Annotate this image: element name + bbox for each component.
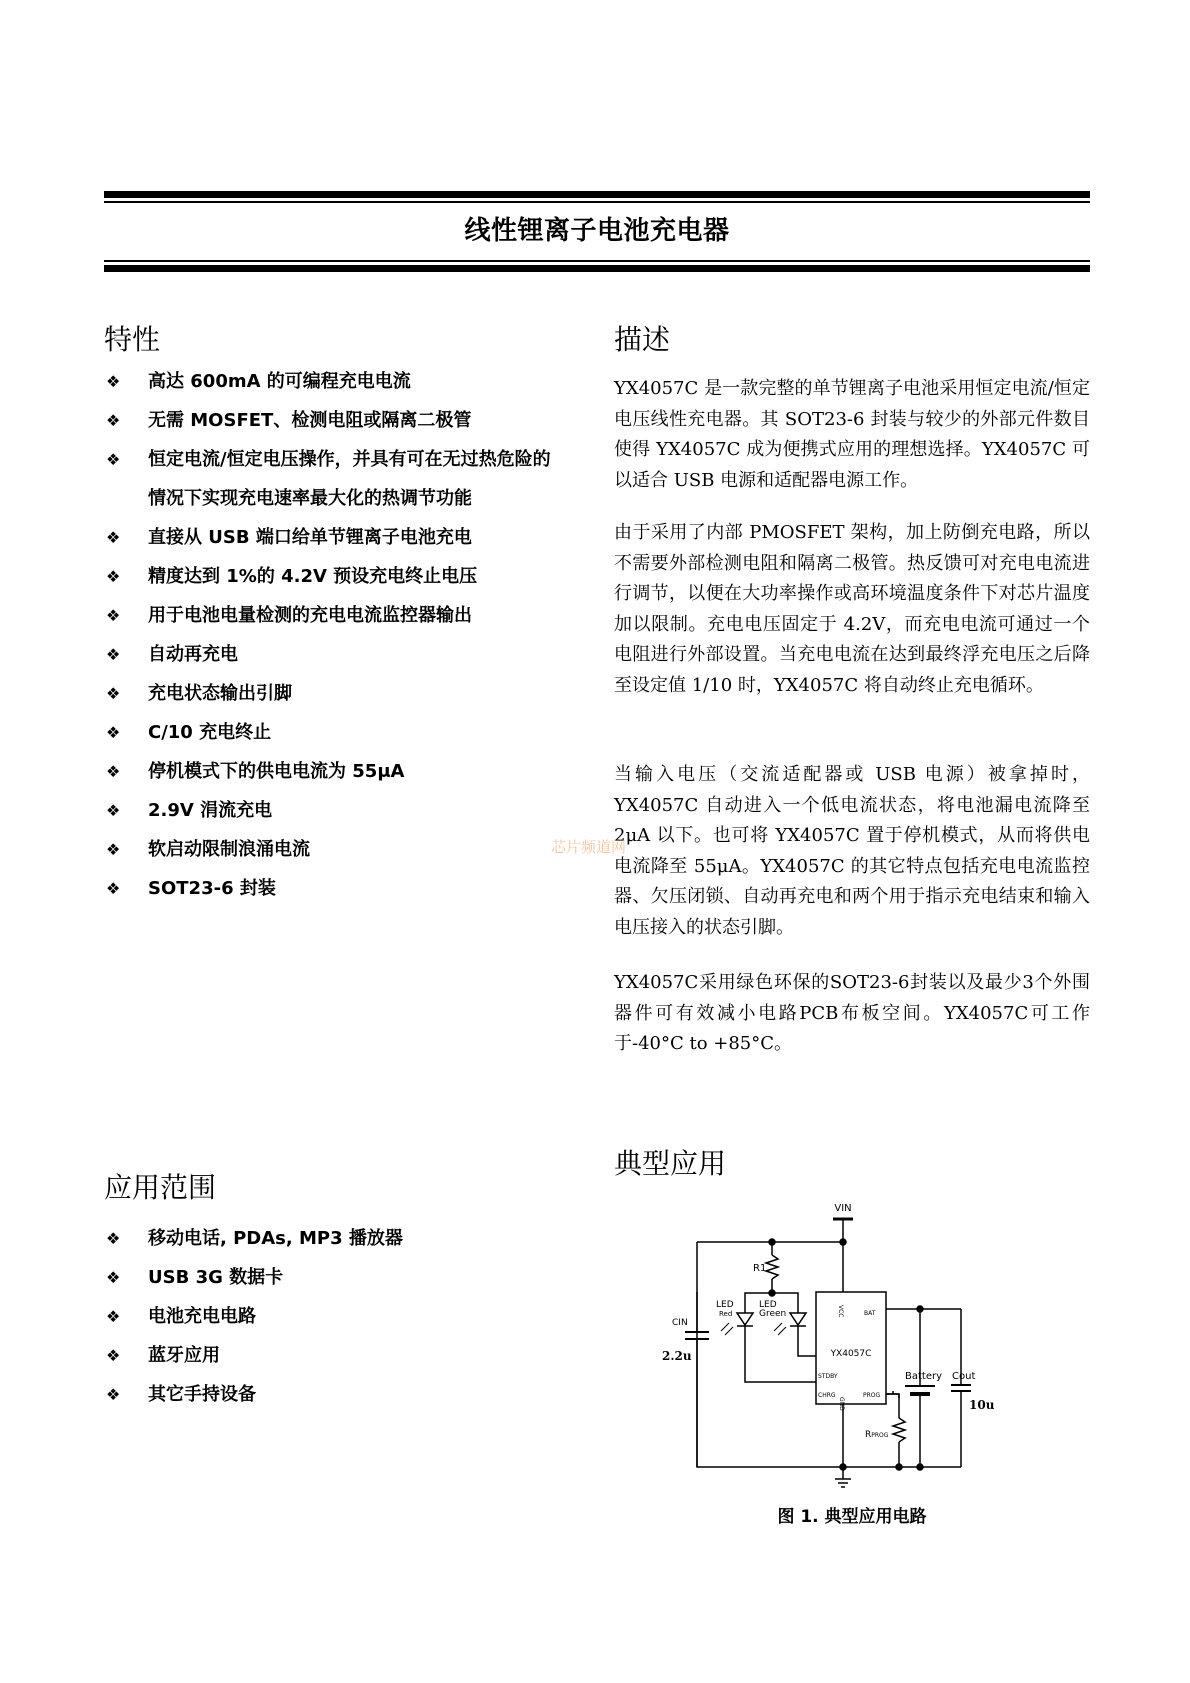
header-rule-thick bbox=[104, 191, 1090, 198]
bullet-icon: ❖ bbox=[106, 723, 121, 742]
feature-item bbox=[104, 752, 551, 791]
junction-dot bbox=[917, 1464, 923, 1470]
vin-label: VIN bbox=[834, 1203, 852, 1214]
feature-item-text: 充电状态输出引脚 bbox=[148, 683, 292, 704]
led-green-color: Green bbox=[759, 1309, 787, 1319]
pin-vcc-label: VCC bbox=[837, 1305, 844, 1318]
application-item-text: 移动电话, PDAs, MP3 播放器 bbox=[148, 1228, 403, 1249]
description-paragraph: YX4057C 是一款完整的单节锂离子电池采用恒定电流/恒定电压线性充电器。其 SOT23-6 封装与较少的外部元件数目使得 YX4057C 成为便携式应用的理想选择。YX4057C 可以适合 USB 电源和适配器电源工作。 bbox=[614, 378, 1090, 491]
feature-item bbox=[104, 830, 551, 869]
features-list bbox=[104, 362, 551, 908]
bullet-icon: ❖ bbox=[106, 450, 121, 469]
ic-name-label: YX4057C bbox=[830, 1349, 872, 1359]
feature-item bbox=[104, 713, 551, 752]
feature-item-text: SOT23-6 封装 bbox=[148, 878, 276, 899]
bullet-icon: ❖ bbox=[106, 1229, 121, 1248]
feature-item-text: 用于电池电量检测的充电电流监控器输出 bbox=[148, 605, 472, 626]
r1-label: R1 bbox=[753, 1263, 767, 1274]
application-item bbox=[104, 1375, 403, 1414]
description-paragraph: YX4057C采用绿色环保的SOT23-6封装以及最少3个外围器件可有效减小电路PCB布板空间。YX4057C可工作于-40°C to +85°C。 bbox=[614, 972, 1090, 1054]
battery-label: Battery bbox=[905, 1371, 943, 1382]
junction-dot bbox=[840, 1464, 846, 1470]
bullet-icon: ❖ bbox=[106, 840, 121, 859]
figure-caption: 图 1. 典型应用电路 bbox=[777, 1507, 927, 1527]
feature-item-text: C/10 充电终止 bbox=[148, 722, 272, 743]
description-heading: 描述 bbox=[614, 323, 671, 356]
feature-item bbox=[104, 401, 551, 440]
feature-item-text: 停机模式下的供电电流为 55μA bbox=[148, 761, 405, 782]
application-item bbox=[104, 1297, 403, 1336]
r1-resistor bbox=[766, 1255, 778, 1279]
bullet-icon: ❖ bbox=[106, 762, 121, 781]
bullet-icon: ❖ bbox=[106, 567, 121, 586]
feature-item bbox=[104, 362, 551, 401]
watermark-text: 芯片频道网 bbox=[551, 838, 627, 856]
application-item bbox=[104, 1258, 403, 1297]
pin-gnd-label: GND bbox=[838, 1397, 845, 1411]
bullet-icon: ❖ bbox=[106, 411, 121, 430]
junction-dot bbox=[896, 1464, 902, 1470]
feature-item-text: 直接从 USB 端口给单节锂离子电池充电 bbox=[148, 527, 472, 548]
bullet-icon: ❖ bbox=[106, 528, 121, 547]
bullet-icon: ❖ bbox=[106, 606, 121, 625]
application-item-text: 其它手持设备 bbox=[148, 1384, 256, 1405]
typical-application-heading: 典型应用 bbox=[614, 1147, 727, 1180]
feature-item-continuation: 情况下实现充电速率最大化的热调节功能 bbox=[148, 488, 472, 509]
led-red-diode bbox=[737, 1313, 753, 1325]
description-paragraph: 由于采用了内部 PMOSFET 架构，加上防倒充电路，所以不需要外部检测电阻和隔离二极管。热反馈可对充电电流进行调节，以便在大功率操作或高环境温度条件下对芯片温度加以限制。充电电压固定于 4.2V，而充电电流可通过一个电阻进行外部设置。当充电电流在达到最终浮充电压之后降至设定值 1/10 时，YX4057C 将自动终止充电循环。 bbox=[614, 522, 1090, 696]
header-rule-thin bbox=[104, 201, 1090, 203]
document-title: 线性锂离子电池充电器 bbox=[464, 216, 730, 246]
ic-yx4057c bbox=[816, 1292, 886, 1404]
feature-item bbox=[104, 635, 551, 674]
bullet-icon: ❖ bbox=[106, 1268, 121, 1287]
cout-label: Cout bbox=[952, 1371, 976, 1382]
title-rule-thick bbox=[104, 265, 1090, 272]
pin-chrg-label: CHRG bbox=[818, 1392, 836, 1399]
feature-item bbox=[104, 557, 551, 596]
feature-item bbox=[104, 791, 551, 830]
bullet-icon: ❖ bbox=[106, 801, 121, 820]
led-red-label: LED bbox=[716, 1300, 734, 1310]
bullet-icon: ❖ bbox=[106, 1346, 121, 1365]
rprog-resistor bbox=[893, 1418, 905, 1442]
cout-value: 10u bbox=[969, 1398, 995, 1412]
application-item-text: 蓝牙应用 bbox=[148, 1345, 220, 1366]
feature-item-text: 无需 MOSFET、检测电阻或隔离二极管 bbox=[148, 410, 472, 431]
application-item-text: 电池充电电路 bbox=[148, 1306, 256, 1327]
rprog-label: RPROG bbox=[865, 1430, 889, 1440]
applications-list bbox=[104, 1219, 403, 1414]
feature-item-text: 软启动限制浪涌电流 bbox=[148, 839, 310, 860]
pin-stdby-label: STDBY bbox=[818, 1373, 838, 1380]
feature-item-text: 高达 600mA 的可编程充电电流 bbox=[148, 371, 411, 392]
feature-item-text: 恒定电流/恒定电压操作，并具有可在无过热危险的 bbox=[148, 449, 551, 470]
led-green-label: LED bbox=[759, 1300, 777, 1310]
bullet-icon: ❖ bbox=[106, 1385, 121, 1404]
bullet-icon: ❖ bbox=[106, 645, 121, 664]
typical-application-circuit bbox=[655, 1195, 1035, 1495]
bullet-icon: ❖ bbox=[106, 1307, 121, 1326]
application-item-text: USB 3G 数据卡 bbox=[148, 1267, 284, 1288]
feature-item bbox=[104, 518, 551, 557]
bullet-icon: ❖ bbox=[106, 372, 121, 391]
feature-item bbox=[104, 674, 551, 713]
junction-dot bbox=[840, 1239, 846, 1245]
pin-prog-label: PROG bbox=[863, 1392, 881, 1399]
cin-value: 2.2u bbox=[662, 1349, 692, 1363]
feature-item-text: 精度达到 1%的 4.2V 预设充电终止电压 bbox=[148, 566, 478, 587]
title-rule-thin bbox=[104, 260, 1090, 262]
description-paragraph: 当输入电压（交流适配器或 USB 电源）被拿掉时，YX4057C 自动进入一个低电流状态，将电池漏电流降至 2μA 以下。也可将 YX4057C 置于停机模式，从而将供电电流降至 55μA。YX4057C 的其它特点包括充电电流监控器、欠压闭锁、自动再充电和两个用于指示充电结束和输入电压接入的状态引脚。 bbox=[614, 764, 1090, 938]
application-item bbox=[104, 1219, 403, 1258]
feature-item-text: 自动再充电 bbox=[148, 644, 238, 665]
cin-label: CIN bbox=[672, 1318, 688, 1328]
features-heading: 特性 bbox=[104, 323, 161, 356]
bullet-icon: ❖ bbox=[106, 684, 121, 703]
bullet-icon: ❖ bbox=[106, 879, 121, 898]
feature-item bbox=[104, 596, 551, 635]
led-green-diode bbox=[790, 1313, 806, 1325]
pin-bat-label: BAT bbox=[864, 1310, 876, 1317]
applications-heading: 应用范围 bbox=[104, 1171, 217, 1204]
application-item bbox=[104, 1336, 403, 1375]
feature-item bbox=[104, 869, 551, 908]
feature-item-text: 2.9V 涓流充电 bbox=[148, 800, 273, 821]
feature-item bbox=[104, 440, 551, 518]
led-red-color: Red bbox=[719, 1310, 733, 1318]
